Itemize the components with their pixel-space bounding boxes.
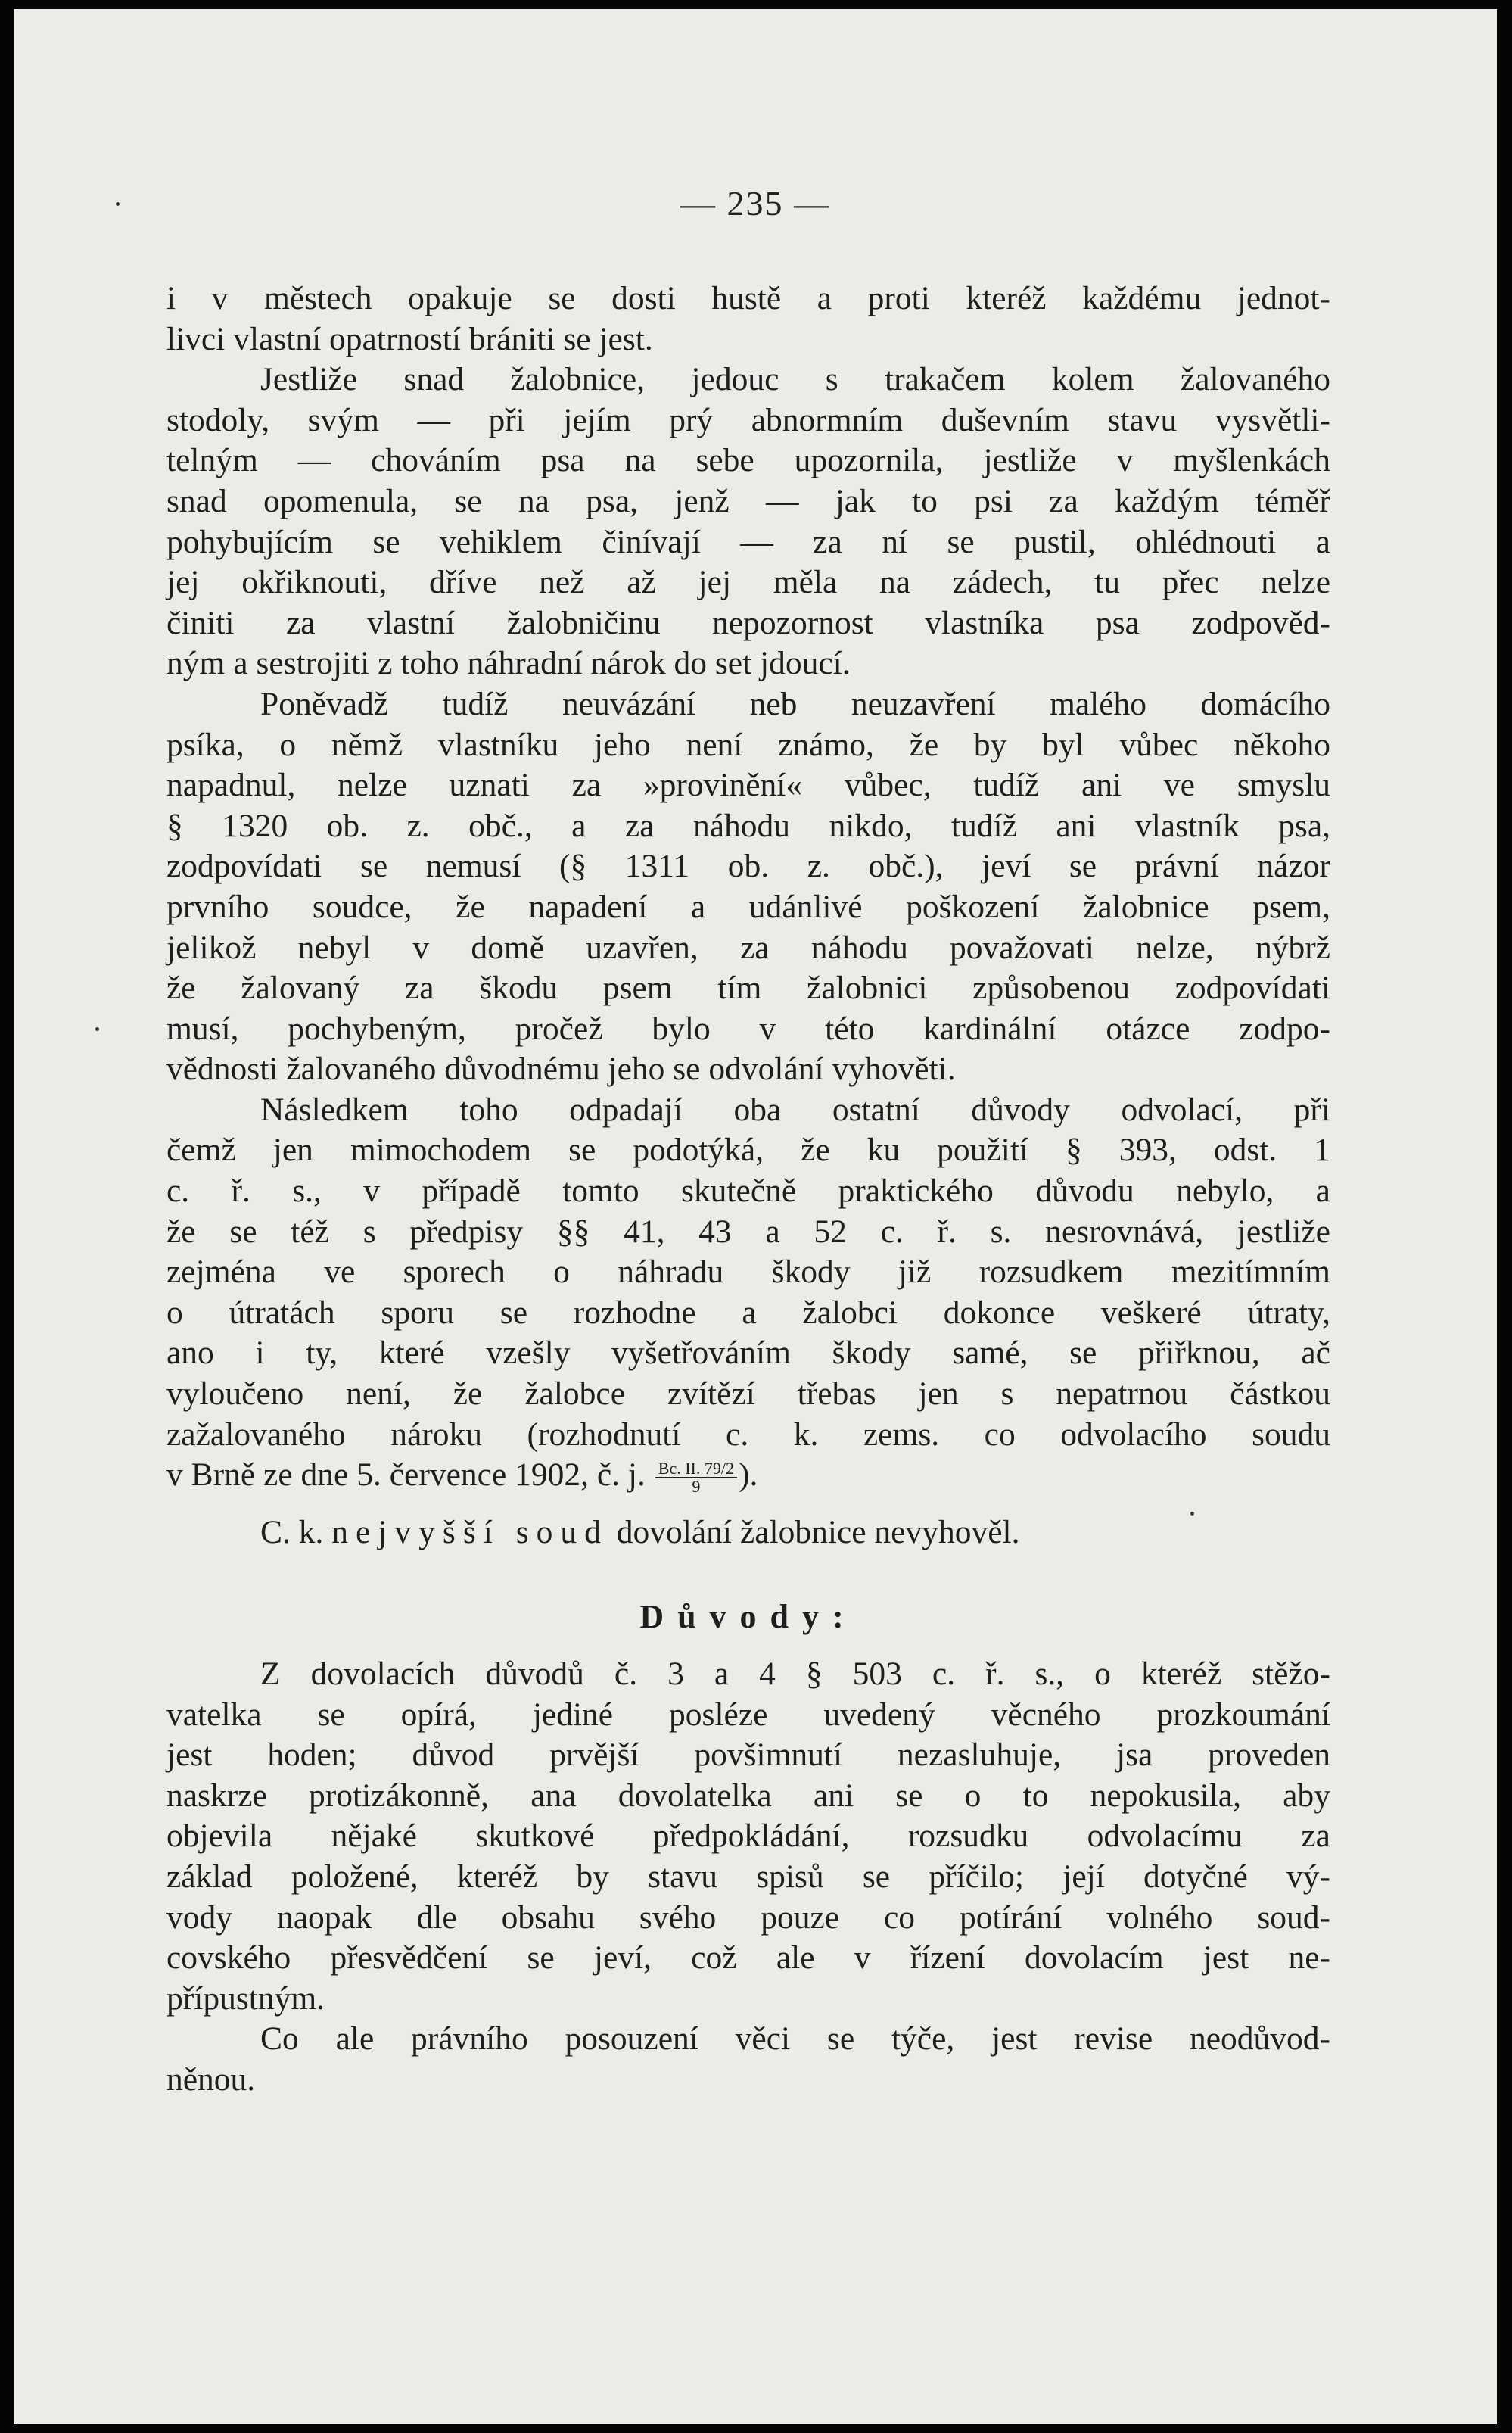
text-line: jej okřiknouti, dříve než až jej měla na zádech, tu přec nelze: [166, 564, 1330, 601]
text-line: základ položené, kteréž by stavu spisů se příčilo; její dotyčné vý-: [166, 1858, 1330, 1895]
text-line: Co ale právního posouzení věci se týče, jest revise neodůvod-: [260, 2020, 1330, 2058]
text-line: Následkem toho odpadají oba ostatní důvody odvolací, při: [260, 1091, 1330, 1128]
text-line: o útratách sporu se rozhodne a žalobci dokonce veškeré útraty,: [166, 1294, 1330, 1331]
text-line: Jestliže snad žalobnice, jedouc s trakačem kolem žalovaného: [260, 361, 1330, 398]
text-line: stodoly, svým — při jejím prý abnormním duševním stavu vysvětli-: [166, 401, 1330, 438]
text-line: musí, pochybeným, pročež bylo v této kardinální otázce zodpo-: [166, 1010, 1330, 1047]
text-line: ano i ty, které vzešly vyšetřováním škody samé, se přiřknou, ač: [166, 1335, 1330, 1372]
text-line: § 1320 ob. z. obč., a za náhodu nikdo, tudíž ani vlastník psa,: [166, 807, 1330, 844]
text-line: že se též s předpisy §§ 41, 43 a 52 c. ř. s. nesrovnává, jestliže: [166, 1213, 1330, 1250]
dust-speck: [1190, 1512, 1194, 1516]
case-number-fraction: [655, 1460, 737, 1495]
scanned-page: [14, 9, 1497, 2424]
text-line: objevila nějaké skutkové předpokládání, rozsudku odvolacímu za: [166, 1818, 1330, 1855]
text-line: činiti za vlastní žalobničinu nepozornost vlastníka psa zodpověd-: [166, 604, 1330, 641]
dust-speck: [95, 1027, 99, 1031]
text-line: Poněvadž tudíž neuvázání neb neuzavření malého domácího: [260, 685, 1330, 722]
supreme-prefix: C. k.: [260, 1513, 324, 1550]
text-line: zejména ve sporech o náhradu škody již rozsudkem mezitímním: [166, 1254, 1330, 1291]
text-line: napadnul, nelze uznati za »provinění« vůbec, tudíž ani ve smyslu: [166, 767, 1330, 804]
supreme-court-line: [166, 1512, 1330, 1553]
text-line: pohybujícím se vehiklem činívají — za ní se pustil, ohlédnouti a: [166, 523, 1330, 560]
case-reference-line: [166, 1455, 1330, 1496]
text-line: ným a sestrojiti z toho náhradní nárok do set jdoucí.: [166, 645, 851, 682]
text-line: vyloučeno není, že žalobce zvítězí třebas jen s nepatrnou částkou: [166, 1375, 1330, 1413]
case-denominator: 9: [692, 1477, 701, 1497]
text-line: covského přesvědčení se jeví, což ale v řízení dovolacím jest ne-: [166, 1939, 1330, 1977]
text-line: přípustným.: [166, 1980, 325, 2017]
text-line: i v městech opakuje se dosti hustě a proti kteréž každému jednot-: [166, 280, 1330, 316]
text-line: telným — chováním psa na sebe upozornila, jestliže v myšlenkách: [166, 442, 1330, 479]
text-line: psíka, o němž vlastníku jeho není známo, že by byl vůbec někoho: [166, 726, 1330, 763]
text-line: čemž jen mimochodem se podotýká, že ku použití § 393, odst. 1: [166, 1132, 1330, 1169]
text-line: Z dovolacích důvodů č. 3 a 4 § 503 c. ř. s., o kteréž stěžo-: [260, 1656, 1330, 1692]
text-line: vatelka se opírá, jediné posléze uvedený věcného prozkoumání: [166, 1696, 1330, 1733]
case-numerator: Bc. II. 79/2: [655, 1460, 737, 1478]
text-line: zažalovaného nároku (rozhodnutí c. k. zems. co odvolacího soudu: [166, 1416, 1330, 1453]
dust-speck: [116, 202, 120, 206]
supreme-court-spaced: nejvyšší soud: [331, 1513, 608, 1550]
text-line: livci vlastní opatrností brániti se jest.: [166, 320, 653, 357]
text-line: že žalovaný za škodu psem tím žalobnici způsobenou zodpovídati: [166, 970, 1330, 1007]
text-line: zodpovídati se nemusí (§ 1311 ob. z. obč.), jeví se právní názor: [166, 848, 1330, 885]
supreme-suffix: dovolání žalobnice nevyhověl.: [616, 1513, 1020, 1550]
text-line: naskrze protizákonně, ana dovolatelka ani se o to nepokusila, aby: [166, 1777, 1330, 1814]
text-line: jest hoden; důvod prvější povšimnutí nezasluhuje, jsa proveden: [166, 1737, 1330, 1774]
text-line: vody naopak dle obsahu svého pouze co potírání volného soud-: [166, 1899, 1330, 1936]
text-line: vědnosti žalovaného důvodnému jeho se odvolání vyhověti.: [166, 1051, 956, 1088]
text-line: c. ř. s., v případě tomto skutečně praktického důvodu nebylo, a: [166, 1173, 1330, 1210]
page-number: — 235 —: [680, 184, 830, 223]
body-text: [166, 279, 1330, 2101]
text-line: něnou.: [166, 2061, 256, 2098]
section-heading: Důvody:: [639, 1598, 857, 1636]
date-text: v Brně ze dne 5. července 1902, č. j.: [166, 1456, 646, 1494]
text-line: jelikož nebyl v domě uzavřen, za náhodu považovati nelze, nýbrž: [166, 929, 1330, 966]
text-line: snad opomenula, se na psa, jenž — jak to psi za každým téměř: [166, 482, 1330, 519]
text-line: prvního soudce, že napadení a udánlivé poškození žalobnice psem,: [166, 888, 1330, 925]
case-close: ).: [738, 1456, 758, 1494]
